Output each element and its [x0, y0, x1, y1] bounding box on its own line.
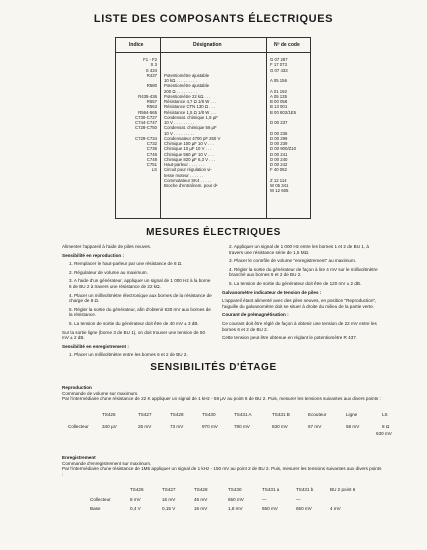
index-cell: [119, 188, 157, 193]
table-header: Ligne: [346, 412, 358, 417]
paragraph: 3. Placer le contrôle de volume "enregistrement" au maximum.: [229, 258, 357, 264]
paragraph: 5. La tension de sortie du générateur doit être de 120 mV ± 2 dB.: [229, 280, 362, 286]
designation-cell: 10 V . . . . . . . . .: [164, 130, 195, 136]
designation-cell: 10 V . . . . . . . . .: [164, 120, 195, 125]
code-cell: W 12 605: [270, 188, 289, 194]
paragraph: Courant de prémagnétisation :: [222, 312, 289, 318]
etage-title: SENSIBILITÉS D'ÉTAGE: [150, 362, 277, 373]
table-header: TS431 B: [272, 412, 290, 417]
table-cell: 67 mV: [308, 424, 322, 429]
table-cell: 650 mV: [228, 497, 244, 502]
enregistrement-table: [62, 487, 392, 517]
index-cell: S 3: [150, 62, 157, 68]
index-cell: C744-C747: [135, 120, 157, 125]
index-cell: F1 - F2: [143, 57, 157, 62]
designation-cell: 200 Ω . . . . . . . . .: [164, 88, 198, 94]
header-designation: Désignation: [193, 42, 222, 48]
code-cell: D 00 239: [270, 141, 288, 146]
paragraph: Sensibilité en reproduction :: [62, 252, 125, 258]
index-column: [119, 57, 157, 194]
table-cell: 970 mV: [202, 424, 218, 429]
index-cell: C746: [146, 151, 157, 157]
designation-cell: Potentiomètre 22 kΩ . . .: [164, 93, 211, 99]
designation-cell: Condensateur 4700 pF 250 V: [164, 135, 221, 141]
index-cell: C730-C727: [135, 114, 157, 120]
paragraph: 3. A l'aide d'un générateur, appliquer un signal de 1 000 Hz à la borne 6 de BU 2 à travers une résistance de 22 kΩ.: [69, 278, 211, 289]
table-header: BU 2 point 6: [330, 487, 356, 492]
paragraph: 2. Appliquer un signal de 1 000 Hz entre les bornes 1 et 2 de BU 1, à travers une résistance série de 1,5 MΩ.: [229, 244, 369, 255]
table-header: TS431 b: [296, 487, 314, 492]
code-cell: G 07 287: [270, 57, 288, 62]
paragraph: Sensibilité en enregistrement :: [62, 343, 129, 349]
code-cell: A 05 135: [270, 93, 287, 99]
designation-cell: Chimique 560 µF 10 V . . .: [164, 151, 215, 157]
paragraph: 6. La tension de sortie du générateur doit être de 40 mV ± 3 dB.: [69, 320, 199, 326]
designation-cell: Chimique 10 µF 10 V . . .: [164, 146, 212, 152]
paragraph: Ce courant doit être réglé de façon à obtenir une tension de 22 mV entre les bornes 6 et 2 de BU 2.: [222, 320, 377, 332]
code-cell: D 00 240: [270, 156, 288, 162]
index-cell: R557: [146, 99, 157, 104]
code-cell: D 00 241: [270, 151, 288, 157]
index-cell: S 434: [145, 67, 157, 73]
table-cell: 650 mV: [262, 506, 278, 511]
index-cell: C729-C734: [135, 135, 157, 141]
mesures-title: MESURES ÉLECTRIQUES: [146, 227, 281, 238]
table-cell: 16 mV: [194, 506, 208, 511]
designation-column: [164, 57, 264, 188]
table-header: TS427: [162, 487, 176, 492]
table-cell: 73 mV: [170, 424, 184, 429]
index-cell: R435-436: [138, 93, 157, 99]
paragraph: Galvanomètre indicateur de tension de piles :: [222, 289, 322, 295]
reproduction-line-1: Commande de volume sur maximum.: [62, 390, 139, 396]
header-index: Indice: [129, 42, 144, 48]
table-header: TS428: [170, 412, 184, 417]
table-cell: 650 mV: [296, 506, 312, 511]
table-header: TS431 A: [234, 412, 252, 417]
row-label: Collecteur: [68, 424, 89, 429]
designation-cell: Résistance CTN 130 Ω . . .: [164, 104, 216, 110]
index-cell: R563: [146, 104, 157, 110]
designation-cell: 10 kΩ . . . . . . . . .: [164, 78, 197, 83]
paragraph: Alimenter l'appareil à l'aide de piles neuves.: [62, 244, 152, 249]
code-cell: D 00 237: [270, 120, 288, 125]
designation-cell: Chimique 100 µF 10 V . . .: [164, 141, 215, 146]
table-cell: 780 mV: [234, 424, 250, 429]
table-cell: 830 mV: [272, 424, 288, 429]
designation-cell: tesse moteur . . . . . .: [164, 172, 204, 178]
code-cell: D 00 299: [270, 135, 288, 141]
designation-cell: Chimique 820 µF 6,3 V . . .: [164, 156, 216, 162]
table-header: TS431 a: [262, 487, 280, 492]
table-header: Ecouteur: [308, 412, 327, 417]
reproduction-table: [62, 412, 392, 440]
table-header: TS430: [228, 487, 242, 492]
header-code: Nº de code: [274, 42, 300, 48]
designation-cell: Broche d'entraînem. pour dᵉ: [164, 183, 218, 188]
code-column: [270, 57, 312, 194]
table-divider: [266, 38, 267, 218]
table-cell: 4 mV: [330, 506, 341, 511]
reproduction-section: [62, 385, 382, 402]
components-table-header: [116, 38, 310, 53]
reproduction-line-2: Par l'intermédiaire d'une résistance de 22 K appliquer un signal de 1 kHz - 58 µV au point 6 de BU 2. Puis, mesurer les tensions suivantes aux divers points :: [62, 396, 381, 402]
paragraph: Cette tension peut être obtenue en réglant le potentiomètre R 437.: [222, 335, 358, 341]
enregistrement-title: Enregistrement: [62, 455, 96, 460]
table-header: LS: [382, 412, 388, 417]
table-cell: 45 mV: [194, 497, 208, 502]
index-cell: LS: [151, 167, 157, 173]
code-cell: Z 12 114: [270, 177, 287, 183]
code-cell: D 00 236: [270, 130, 288, 136]
mesures-right-column: [222, 244, 380, 344]
code-cell: D 00 242: [270, 162, 288, 167]
index-cell: C751: [146, 162, 157, 167]
code-cell: B 13 001: [270, 104, 288, 110]
row-label: Base: [90, 506, 101, 511]
paragraph: 1. Placer un millivoltmètre entre les bornes 6 et 2 de BU 2.: [69, 352, 188, 358]
code-cell: A 05 156: [270, 78, 287, 83]
code-cell: G 07 433: [270, 67, 288, 73]
index-cell: C728-C750: [135, 125, 157, 131]
table-cell: 26 mV: [138, 424, 152, 429]
reproduction-title: Reproduction: [62, 385, 92, 390]
table-cell: 340 µV: [102, 424, 117, 429]
paragraph: 1. Remplacer le haut-parleur par une résistance de 8 Ω.: [69, 261, 183, 267]
row-label: Collecteur: [90, 497, 111, 502]
designation-cell: Potentiomètre ajustable: [164, 83, 210, 89]
designation-cell: Potentiomètre ajustable: [164, 72, 210, 78]
index-cell: R564-565: [138, 109, 157, 115]
paragraph: 4. Placer un millivoltmètre électronique aux bornes de la résistance de charge de 8 Ω.: [69, 292, 212, 304]
table-cell: —: [296, 497, 301, 502]
paragraph: 5. Régler la sortie du générateur, afin d'obtenir 630 mV aux bornes de la résistance.: [69, 306, 211, 318]
enregistrement-section: [62, 455, 382, 477]
table-header: TS430: [202, 412, 216, 417]
enregistrement-line-2: Par l'intermédiaire d'une résistance de 1M5 appliquer un signal de 1 kHz - 150 mV au point 2 de BU 2. Puis, mesurer les tensions suivantes aux divers points :: [62, 466, 382, 477]
enregistrement-line-1: Commande d'enregistrement sur maximum.: [62, 460, 152, 466]
designation-cell: Circuit pour régulation vi-: [164, 167, 212, 173]
table-cell: 8 mV: [130, 497, 141, 502]
code-cell: W 05 341: [270, 183, 289, 188]
components-table: [115, 37, 311, 219]
designation-cell: Condensat. chimique 1,5 µF: [164, 114, 218, 120]
table-header: TS428: [194, 487, 208, 492]
code-cell: B 00 802/1E5: [270, 109, 297, 115]
code-cell: A 01 192: [270, 88, 287, 94]
code-cell: F 17 073: [270, 62, 287, 68]
paragraph: 4. Régler la sortie du générateur de façon à lire 4 mV sur le millivoltmètre branché aux bornes 6 et 2 de BU 2.: [229, 266, 378, 278]
table-header: TS426: [130, 487, 144, 492]
paragraph: Sur la sortie ligne (borne 3 de BU 1), on doit trouver une tension de 50 mV ± 2 dB.: [62, 329, 206, 341]
code-cell: D 00 900/Z10: [270, 146, 297, 152]
mesures-left-column: [62, 244, 212, 361]
table-cell: 58 mV: [346, 424, 360, 429]
designation-cell: Résistance 1,5 Ω 1/8 W . . .: [164, 109, 217, 115]
table-header: TS426: [102, 412, 116, 417]
index-cell: C748: [146, 156, 157, 162]
designation-cell: Haut-parleur . . . . . . .: [164, 162, 205, 167]
table-cell: 630 mV: [376, 431, 392, 436]
table-cell: —: [262, 497, 267, 502]
paragraph: 2. Régulateur de volume au maximum.: [69, 269, 148, 275]
index-cell: C736: [146, 146, 157, 152]
table-header: TS427: [138, 412, 152, 417]
designation-cell: Commutateur SK4 . . . . .: [164, 177, 212, 183]
table-cell: 0,15 V: [162, 506, 176, 511]
table-cell: 1,8 mV: [228, 506, 243, 511]
index-cell: R437: [146, 72, 157, 78]
table-divider: [160, 38, 161, 218]
designation-cell: Résistance 4,7 Ω 1/8 W . . .: [164, 99, 217, 104]
components-list-title: LISTE DES COMPOSANTS ÉLECTRIQUES: [93, 13, 334, 25]
paragraph: L'appareil étant alimenté avec des piles neuves, en position "Reproduction", l'aiguille du galvanomètre doit se situer à droite du milieu de la partie verte.: [222, 298, 377, 309]
index-cell: R580: [146, 83, 157, 89]
code-cell: F 40 082: [270, 167, 287, 173]
table-cell: 0,4 V: [130, 506, 141, 511]
code-cell: B 00 058: [270, 99, 288, 104]
index-cell: C732: [146, 141, 157, 146]
table-cell: 16 mV: [162, 497, 176, 502]
table-cell: 8 Ω: [382, 424, 390, 429]
designation-cell: Condensat. chimique 56 µF: [164, 125, 217, 131]
